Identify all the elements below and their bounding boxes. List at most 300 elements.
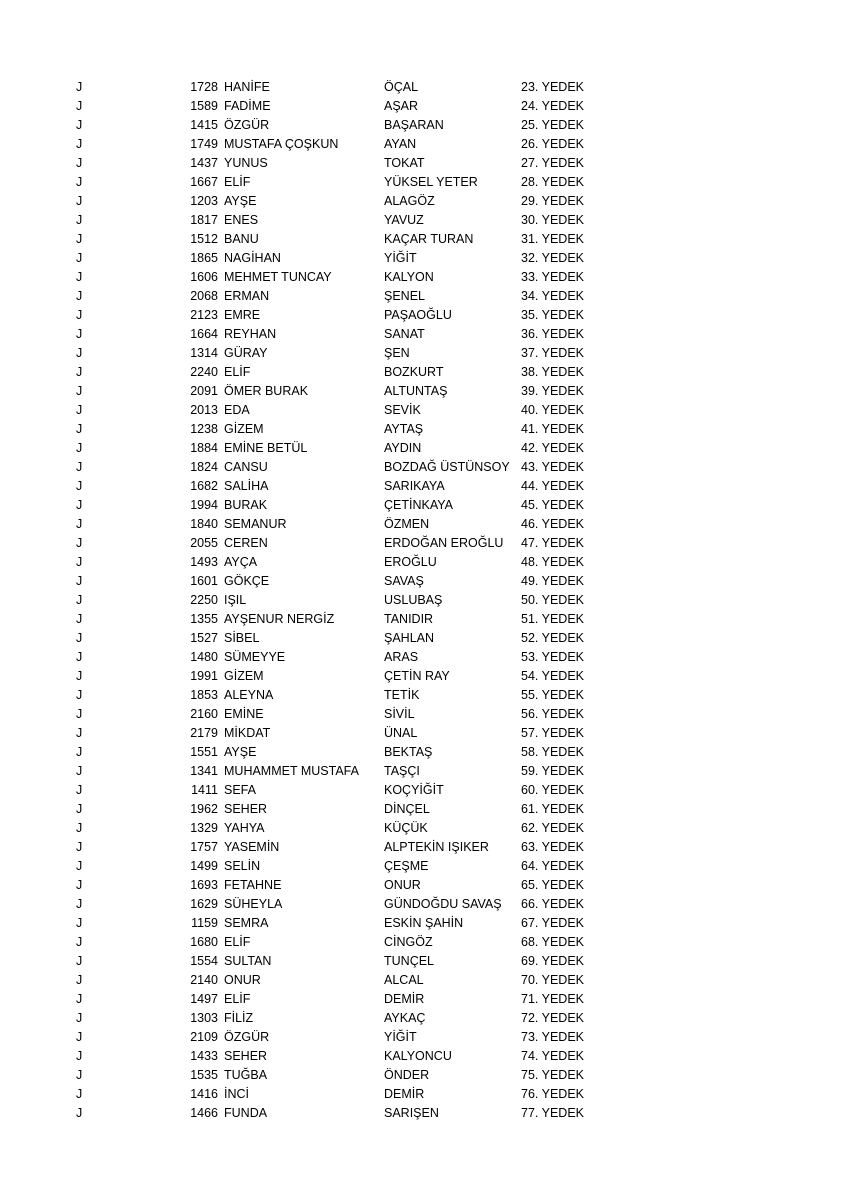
last-name-cell: ÖNDER [384, 1068, 430, 1082]
table-row [0, 344, 849, 363]
rank-cell: 23. YEDEK [521, 80, 585, 94]
number-cell: 1865 [190, 251, 218, 265]
table-row [0, 78, 849, 97]
group-cell: J [76, 232, 83, 246]
rank-cell: 76. YEDEK [521, 1087, 585, 1101]
table-row [0, 819, 849, 838]
last-name-cell: ÇETİNKAYA [384, 498, 453, 512]
last-name-cell: ALTUNTAŞ [384, 384, 448, 398]
number-cell: 1693 [190, 878, 218, 892]
group-cell: J [76, 1011, 83, 1025]
table-row [0, 553, 849, 572]
first-name-cell: GÖKÇE [224, 574, 270, 588]
group-cell: J [76, 1030, 83, 1044]
first-name-cell: NAGİHAN [224, 251, 281, 265]
last-name-cell: KÜÇÜK [384, 821, 428, 835]
last-name-cell: KALYONCU [384, 1049, 452, 1063]
rank-cell: 43. YEDEK [521, 460, 585, 474]
rank-cell: 60. YEDEK [521, 783, 585, 797]
table-row [0, 1104, 849, 1123]
group-cell: J [76, 764, 83, 778]
first-name-cell: AYÇA [224, 555, 258, 569]
number-cell: 1411 [191, 783, 218, 797]
table-row [0, 230, 849, 249]
last-name-cell: ALCAL [384, 973, 424, 987]
first-name-cell: ELİF [224, 175, 251, 189]
rank-cell: 34. YEDEK [521, 289, 585, 303]
table-row [0, 667, 849, 686]
group-cell: J [76, 650, 83, 664]
last-name-cell: BOZKURT [384, 365, 444, 379]
last-name-cell: EROĞLU [384, 555, 437, 569]
first-name-cell: ONUR [224, 973, 261, 987]
first-name-cell: FETAHNE [224, 878, 282, 892]
last-name-cell: DEMİR [384, 992, 425, 1006]
table-row [0, 135, 849, 154]
number-cell: 1238 [190, 422, 218, 436]
table-row [0, 952, 849, 971]
first-name-cell: SEHER [224, 1049, 268, 1063]
number-cell: 1415 [190, 118, 218, 132]
last-name-cell: KALYON [384, 270, 434, 284]
group-cell: J [76, 403, 83, 417]
number-cell: 1527 [190, 631, 218, 645]
rank-cell: 54. YEDEK [521, 669, 585, 683]
last-name-cell: ŞENEL [384, 289, 425, 303]
group-cell: J [76, 308, 83, 322]
first-name-cell: SEMRA [224, 916, 269, 930]
table-row [0, 857, 849, 876]
rank-cell: 31. YEDEK [521, 232, 585, 246]
first-name-cell: SALİHA [224, 479, 269, 493]
table-row [0, 211, 849, 230]
number-cell: 1884 [190, 441, 218, 455]
rank-cell: 74. YEDEK [521, 1049, 585, 1063]
first-name-cell: BURAK [224, 498, 268, 512]
first-name-cell: IŞIL [224, 593, 247, 607]
group-cell: J [76, 954, 83, 968]
table-row [0, 287, 849, 306]
group-cell: J [76, 840, 83, 854]
group-cell: J [76, 802, 83, 816]
table-row [0, 496, 849, 515]
rank-cell: 48. YEDEK [521, 555, 585, 569]
group-cell: J [76, 669, 83, 683]
group-cell: J [76, 612, 83, 626]
number-cell: 1433 [190, 1049, 218, 1063]
last-name-cell: AYTAŞ [384, 422, 424, 436]
rank-cell: 64. YEDEK [521, 859, 585, 873]
last-name-cell: BEKTAŞ [384, 745, 433, 759]
last-name-cell: SAVAŞ [384, 574, 424, 588]
group-cell: J [76, 726, 83, 740]
group-cell: J [76, 498, 83, 512]
rank-cell: 27. YEDEK [521, 156, 585, 170]
group-cell: J [76, 878, 83, 892]
last-name-cell: YİĞİT [384, 1030, 417, 1044]
rank-cell: 59. YEDEK [521, 764, 585, 778]
last-name-cell: SANAT [384, 327, 425, 341]
first-name-cell: GİZEM [224, 422, 264, 436]
table-row [0, 591, 849, 610]
number-cell: 2250 [190, 593, 218, 607]
table-row [0, 914, 849, 933]
last-name-cell: DEMİR [384, 1087, 425, 1101]
last-name-cell: AYKAÇ [384, 1011, 426, 1025]
first-name-cell: ÖZGÜR [224, 1030, 270, 1044]
rank-cell: 39. YEDEK [521, 384, 585, 398]
table-row [0, 876, 849, 895]
rank-cell: 61. YEDEK [521, 802, 585, 816]
rank-cell: 25. YEDEK [521, 118, 585, 132]
first-name-cell: REYHAN [224, 327, 277, 341]
last-name-cell: SEVİK [384, 403, 421, 417]
first-name-cell: SEFA [224, 783, 256, 797]
first-name-cell: ÖMER BURAK [224, 384, 309, 398]
number-cell: 1512 [190, 232, 218, 246]
table-row [0, 610, 849, 629]
table-row [0, 154, 849, 173]
table-row [0, 401, 849, 420]
rank-cell: 58. YEDEK [521, 745, 585, 759]
group-cell: J [76, 460, 83, 474]
first-name-cell: ÖZGÜR [224, 118, 270, 132]
group-cell: J [76, 441, 83, 455]
table-row [0, 97, 849, 116]
group-cell: J [76, 783, 83, 797]
rank-cell: 38. YEDEK [521, 365, 585, 379]
group-cell: J [76, 289, 83, 303]
last-name-cell: ŞAHLAN [384, 631, 435, 645]
group-cell: J [76, 422, 83, 436]
rank-cell: 77. YEDEK [521, 1106, 585, 1120]
group-cell: J [76, 384, 83, 398]
first-name-cell: EMİNE [224, 707, 264, 721]
first-name-cell: SÜMEYYE [224, 650, 286, 664]
group-cell: J [76, 270, 83, 284]
rank-cell: 55. YEDEK [521, 688, 585, 702]
rank-cell: 57. YEDEK [521, 726, 585, 740]
group-cell: J [76, 536, 83, 550]
last-name-cell: ALPTEKİN IŞIKER [384, 840, 489, 854]
table-row [0, 325, 849, 344]
first-name-cell: CANSU [224, 460, 268, 474]
number-cell: 1203 [190, 194, 218, 208]
table-row [0, 192, 849, 211]
group-cell: J [76, 156, 83, 170]
last-name-cell: SİVİL [384, 707, 415, 721]
rank-cell: 69. YEDEK [521, 954, 585, 968]
group-cell: J [76, 574, 83, 588]
number-cell: 1962 [190, 802, 218, 816]
rank-cell: 46. YEDEK [521, 517, 585, 531]
number-cell: 1994 [190, 498, 218, 512]
rank-cell: 67. YEDEK [521, 916, 585, 930]
number-cell: 1314 [190, 346, 218, 360]
first-name-cell: MUSTAFA ÇOŞKUN [224, 137, 339, 151]
last-name-cell: CİNGÖZ [384, 935, 433, 949]
group-cell: J [76, 897, 83, 911]
number-cell: 1680 [190, 935, 218, 949]
number-cell: 1853 [190, 688, 218, 702]
last-name-cell: ARAS [384, 650, 419, 664]
first-name-cell: GİZEM [224, 669, 264, 683]
last-name-cell: GÜNDOĞDU SAVAŞ [384, 897, 502, 911]
last-name-cell: TETİK [384, 688, 420, 702]
table-row [0, 1009, 849, 1028]
first-name-cell: SELİN [224, 859, 261, 873]
group-cell: J [76, 859, 83, 873]
first-name-cell: FUNDA [224, 1106, 268, 1120]
group-cell: J [76, 194, 83, 208]
rank-cell: 26. YEDEK [521, 137, 585, 151]
rank-cell: 40. YEDEK [521, 403, 585, 417]
last-name-cell: SARIKAYA [384, 479, 445, 493]
last-name-cell: TOKAT [384, 156, 425, 170]
first-name-cell: HANİFE [224, 80, 270, 94]
last-name-cell: ŞEN [384, 346, 410, 360]
last-name-cell: PAŞAOĞLU [384, 308, 452, 322]
rank-cell: 32. YEDEK [521, 251, 585, 265]
last-name-cell: SARIŞEN [384, 1106, 439, 1120]
last-name-cell: BAŞARAN [384, 118, 444, 132]
table-row [0, 420, 849, 439]
last-name-cell: KOÇYİĞİT [384, 783, 444, 797]
group-cell: J [76, 935, 83, 949]
group-cell: J [76, 137, 83, 151]
first-name-cell: TUĞBA [224, 1068, 268, 1082]
first-name-cell: ELİF [224, 365, 251, 379]
first-name-cell: MEHMET TUNCAY [224, 270, 332, 284]
number-cell: 2068 [190, 289, 218, 303]
group-cell: J [76, 1087, 83, 1101]
table-row [0, 705, 849, 724]
rank-cell: 51. YEDEK [521, 612, 585, 626]
number-cell: 2140 [190, 973, 218, 987]
number-cell: 1329 [190, 821, 218, 835]
table-row [0, 249, 849, 268]
number-cell: 1589 [190, 99, 218, 113]
number-cell: 1757 [190, 840, 218, 854]
rank-cell: 52. YEDEK [521, 631, 585, 645]
rank-cell: 68. YEDEK [521, 935, 585, 949]
group-cell: J [76, 251, 83, 265]
table-row [0, 534, 849, 553]
first-name-cell: SÜHEYLA [224, 897, 283, 911]
group-cell: J [76, 517, 83, 531]
first-name-cell: CEREN [224, 536, 268, 550]
table-row [0, 458, 849, 477]
rank-cell: 45. YEDEK [521, 498, 585, 512]
group-cell: J [76, 973, 83, 987]
table-row [0, 629, 849, 648]
last-name-cell: AŞAR [384, 99, 419, 113]
table-row [0, 306, 849, 325]
table-row [0, 1066, 849, 1085]
number-cell: 1480 [190, 650, 218, 664]
table-row [0, 116, 849, 135]
group-cell: J [76, 99, 83, 113]
first-name-cell: ELİF [224, 935, 251, 949]
rank-cell: 47. YEDEK [521, 536, 585, 550]
table-row [0, 800, 849, 819]
group-cell: J [76, 118, 83, 132]
first-name-cell: YASEMİN [224, 840, 280, 854]
last-name-cell: ERDOĞAN EROĞLU [384, 536, 504, 550]
last-name-cell: ÇEŞME [384, 859, 429, 873]
table-row [0, 439, 849, 458]
number-cell: 1493 [190, 555, 218, 569]
rank-cell: 36. YEDEK [521, 327, 585, 341]
table-row [0, 933, 849, 952]
rank-cell: 62. YEDEK [521, 821, 585, 835]
group-cell: J [76, 365, 83, 379]
rank-cell: 56. YEDEK [521, 707, 585, 721]
number-cell: 2160 [190, 707, 218, 721]
group-cell: J [76, 821, 83, 835]
group-cell: J [76, 707, 83, 721]
first-name-cell: MİKDAT [224, 726, 271, 740]
group-cell: J [76, 80, 83, 94]
rank-cell: 44. YEDEK [521, 479, 585, 493]
table-row [0, 648, 849, 667]
table-row [0, 477, 849, 496]
group-cell: J [76, 1049, 83, 1063]
number-cell: 1606 [190, 270, 218, 284]
last-name-cell: YİĞİT [384, 251, 417, 265]
rank-cell: 24. YEDEK [521, 99, 585, 113]
table-row [0, 363, 849, 382]
reserve-list [0, 78, 849, 1123]
number-cell: 1817 [190, 213, 218, 227]
rank-cell: 35. YEDEK [521, 308, 585, 322]
number-cell: 1840 [190, 517, 218, 531]
group-cell: J [76, 916, 83, 930]
group-cell: J [76, 555, 83, 569]
number-cell: 1497 [190, 992, 218, 1006]
first-name-cell: GÜRAY [224, 346, 268, 360]
number-cell: 1535 [190, 1068, 218, 1082]
first-name-cell: EMRE [224, 308, 261, 322]
table-row [0, 1028, 849, 1047]
number-cell: 1303 [190, 1011, 218, 1025]
number-cell: 1341 [190, 764, 218, 778]
group-cell: J [76, 213, 83, 227]
table-row [0, 895, 849, 914]
number-cell: 1355 [190, 612, 218, 626]
rank-cell: 41. YEDEK [521, 422, 585, 436]
first-name-cell: AYŞENUR NERGİZ [224, 612, 335, 626]
number-cell: 2109 [190, 1030, 218, 1044]
first-name-cell: AYŞE [224, 194, 257, 208]
rank-cell: 33. YEDEK [521, 270, 585, 284]
rank-cell: 53. YEDEK [521, 650, 585, 664]
rank-cell: 75. YEDEK [521, 1068, 585, 1082]
number-cell: 2179 [190, 726, 218, 740]
first-name-cell: ENES [224, 213, 259, 227]
table-row [0, 173, 849, 192]
last-name-cell: TAŞÇI [384, 764, 420, 778]
group-cell: J [76, 631, 83, 645]
group-cell: J [76, 688, 83, 702]
number-cell: 1991 [190, 669, 218, 683]
last-name-cell: TANIDIR [384, 612, 434, 626]
rank-cell: 71. YEDEK [521, 992, 585, 1006]
first-name-cell: ALEYNA [224, 688, 274, 702]
table-row [0, 971, 849, 990]
first-name-cell: SİBEL [224, 631, 260, 645]
first-name-cell: EMİNE BETÜL [224, 441, 308, 455]
last-name-cell: AYAN [384, 137, 417, 151]
last-name-cell: TUNÇEL [384, 954, 435, 968]
rank-cell: 63. YEDEK [521, 840, 585, 854]
group-cell: J [76, 346, 83, 360]
last-name-cell: DİNÇEL [384, 802, 430, 816]
last-name-cell: YAVUZ [384, 213, 424, 227]
number-cell: 2055 [190, 536, 218, 550]
first-name-cell: YUNUS [224, 156, 268, 170]
last-name-cell: ÇETİN RAY [384, 669, 450, 683]
number-cell: 1416 [190, 1087, 218, 1101]
group-cell: J [76, 479, 83, 493]
number-cell: 1551 [190, 745, 218, 759]
first-name-cell: İNCİ [224, 1087, 249, 1101]
first-name-cell: ELİF [224, 992, 251, 1006]
number-cell: 1824 [190, 460, 218, 474]
last-name-cell: YÜKSEL YETER [384, 175, 478, 189]
table-row [0, 1085, 849, 1104]
table-row [0, 382, 849, 401]
last-name-cell: ÖÇAL [384, 80, 419, 94]
group-cell: J [76, 175, 83, 189]
last-name-cell: BOZDAĞ ÜSTÜNSOY [384, 460, 510, 474]
rank-cell: 65. YEDEK [521, 878, 585, 892]
group-cell: J [76, 745, 83, 759]
group-cell: J [76, 1106, 83, 1120]
group-cell: J [76, 1068, 83, 1082]
rank-cell: 72. YEDEK [521, 1011, 585, 1025]
rank-cell: 50. YEDEK [521, 593, 585, 607]
number-cell: 1629 [190, 897, 218, 911]
rank-cell: 37. YEDEK [521, 346, 585, 360]
number-cell: 1749 [190, 137, 218, 151]
rank-cell: 73. YEDEK [521, 1030, 585, 1044]
first-name-cell: FİLİZ [224, 1011, 254, 1025]
rank-cell: 66. YEDEK [521, 897, 585, 911]
rank-cell: 70. YEDEK [521, 973, 585, 987]
number-cell: 1159 [191, 916, 218, 930]
table-row [0, 572, 849, 591]
number-cell: 1664 [190, 327, 218, 341]
last-name-cell: KAÇAR TURAN [384, 232, 474, 246]
table-row [0, 838, 849, 857]
table-row [0, 990, 849, 1009]
first-name-cell: ERMAN [224, 289, 270, 303]
rank-cell: 28. YEDEK [521, 175, 585, 189]
first-name-cell: FADİME [224, 99, 271, 113]
rank-cell: 29. YEDEK [521, 194, 585, 208]
first-name-cell: SEHER [224, 802, 268, 816]
number-cell: 1682 [190, 479, 218, 493]
last-name-cell: AYDIN [384, 441, 422, 455]
table-row [0, 1047, 849, 1066]
number-cell: 1466 [190, 1106, 218, 1120]
last-name-cell: ALAGÖZ [384, 194, 435, 208]
table-row [0, 515, 849, 534]
first-name-cell: SULTAN [224, 954, 272, 968]
last-name-cell: ONUR [384, 878, 421, 892]
first-name-cell: YAHYA [224, 821, 265, 835]
